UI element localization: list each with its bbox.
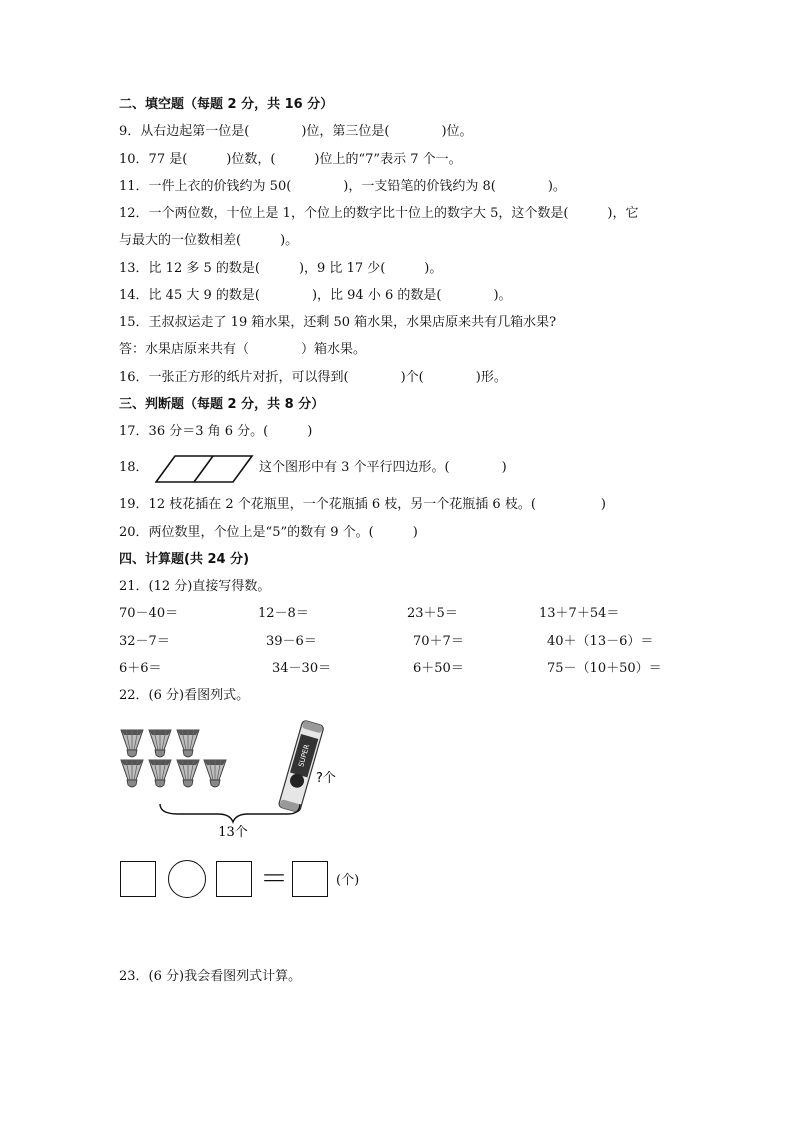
question-23: 23．(6 分)我会看图列式计算。 [119, 969, 302, 984]
parallelogram-figure [155, 454, 255, 484]
calc-item: 40＋（13－6）＝ [547, 634, 654, 649]
calc-item: 12－8＝ [258, 606, 309, 621]
question-11: 11．一件上衣的价钱约为 50( )，一支铅笔的价钱约为 8( )。 [119, 179, 566, 194]
question-22: 22．(6 分)看图列式。 [119, 688, 250, 703]
question-12-line-2: 与最大的一位数相差( )。 [119, 233, 299, 248]
calc-item: 13＋7＋54＝ [539, 606, 620, 621]
calc-item: 70－40＝ [119, 606, 179, 621]
question-12-line-1: 12．一个两位数，十位上是 1，个位上的数字比十位上的数字大 5，这个数是( )，它 [119, 206, 639, 221]
shuttlecock-icon [149, 760, 171, 787]
shuttlecock-icon [177, 760, 199, 787]
section-title-calc: 四、计算题(共 24 分) [119, 552, 250, 567]
shuttlecock-icon [121, 760, 143, 787]
brace [160, 804, 300, 822]
calc-item: 70＋7＝ [413, 634, 464, 649]
answer-box-1[interactable] [120, 861, 156, 897]
unknown-count-label: ?个 [316, 771, 336, 786]
calc-item: 39－6＝ [266, 634, 317, 649]
question-9: 9．从右边起第一位是( )位，第三位是( )位。 [119, 124, 473, 139]
operator-circle[interactable] [168, 860, 206, 898]
question-20: 20．两位数里，个位上是“5”的数有 9 个。( ) [119, 525, 418, 540]
question-14: 14．比 45 大 9 的数是( )，比 94 小 6 的数是( )。 [119, 288, 512, 303]
question-13: 13．比 12 多 5 的数是( )，9 比 17 少( )。 [119, 261, 443, 276]
calc-item: 6＋50＝ [413, 661, 464, 676]
shuttlecock-icon [177, 730, 199, 757]
tube-label: SUPER [297, 743, 312, 768]
answer-box-result[interactable] [292, 861, 328, 897]
shuttlecock-icon [149, 730, 171, 757]
question-19: 19．12 枝花插在 2 个花瓶里，一个花瓶插 6 枝，另一个花瓶插 6 枝。( ) [119, 497, 606, 512]
calc-item: 34－30＝ [272, 661, 332, 676]
calc-item: 32－7＝ [119, 634, 170, 649]
question-17: 17．36 分＝3 角 6 分。( ) [119, 424, 313, 439]
question-15-answer: 答：水果店原来共有（ ）箱水果。 [119, 342, 367, 357]
equals-sign: ＝ [260, 862, 289, 895]
question-18-text: 这个图形中有 3 个平行四边形。( ) [259, 460, 507, 475]
question-21: 21．(12 分)直接写得数。 [119, 579, 271, 594]
shuttlecock-icon [121, 730, 143, 757]
section-title-fill: 二、填空题（每题 2 分，共 16 分） [119, 97, 334, 112]
calc-item: 75－（10＋50）＝ [547, 661, 662, 676]
shuttlecock-figure [118, 712, 368, 842]
calc-item: 23＋5＝ [407, 606, 458, 621]
shuttlecock-tube-icon [278, 720, 324, 813]
parallelogram-divider [194, 456, 213, 482]
section-title-judge: 三、判断题（每题 2 分，共 8 分） [119, 397, 325, 412]
total-count-label: 13个 [218, 825, 248, 840]
calc-item: 6＋6＝ [119, 661, 162, 676]
question-15: 15．王叔叔运走了 19 箱水果，还剩 50 箱水果，水果店原来共有几箱水果? [119, 315, 557, 330]
shuttlecock-icon [204, 760, 226, 787]
unit-label: (个) [336, 873, 360, 888]
question-10: 10．77 是( )位数，( )位上的“7”表示 7 个一。 [119, 152, 462, 167]
answer-box-2[interactable] [216, 861, 252, 897]
question-16: 16．一张正方形的纸片对折，可以得到( )个( )形。 [119, 370, 507, 385]
question-18-number: 18． [119, 460, 149, 475]
